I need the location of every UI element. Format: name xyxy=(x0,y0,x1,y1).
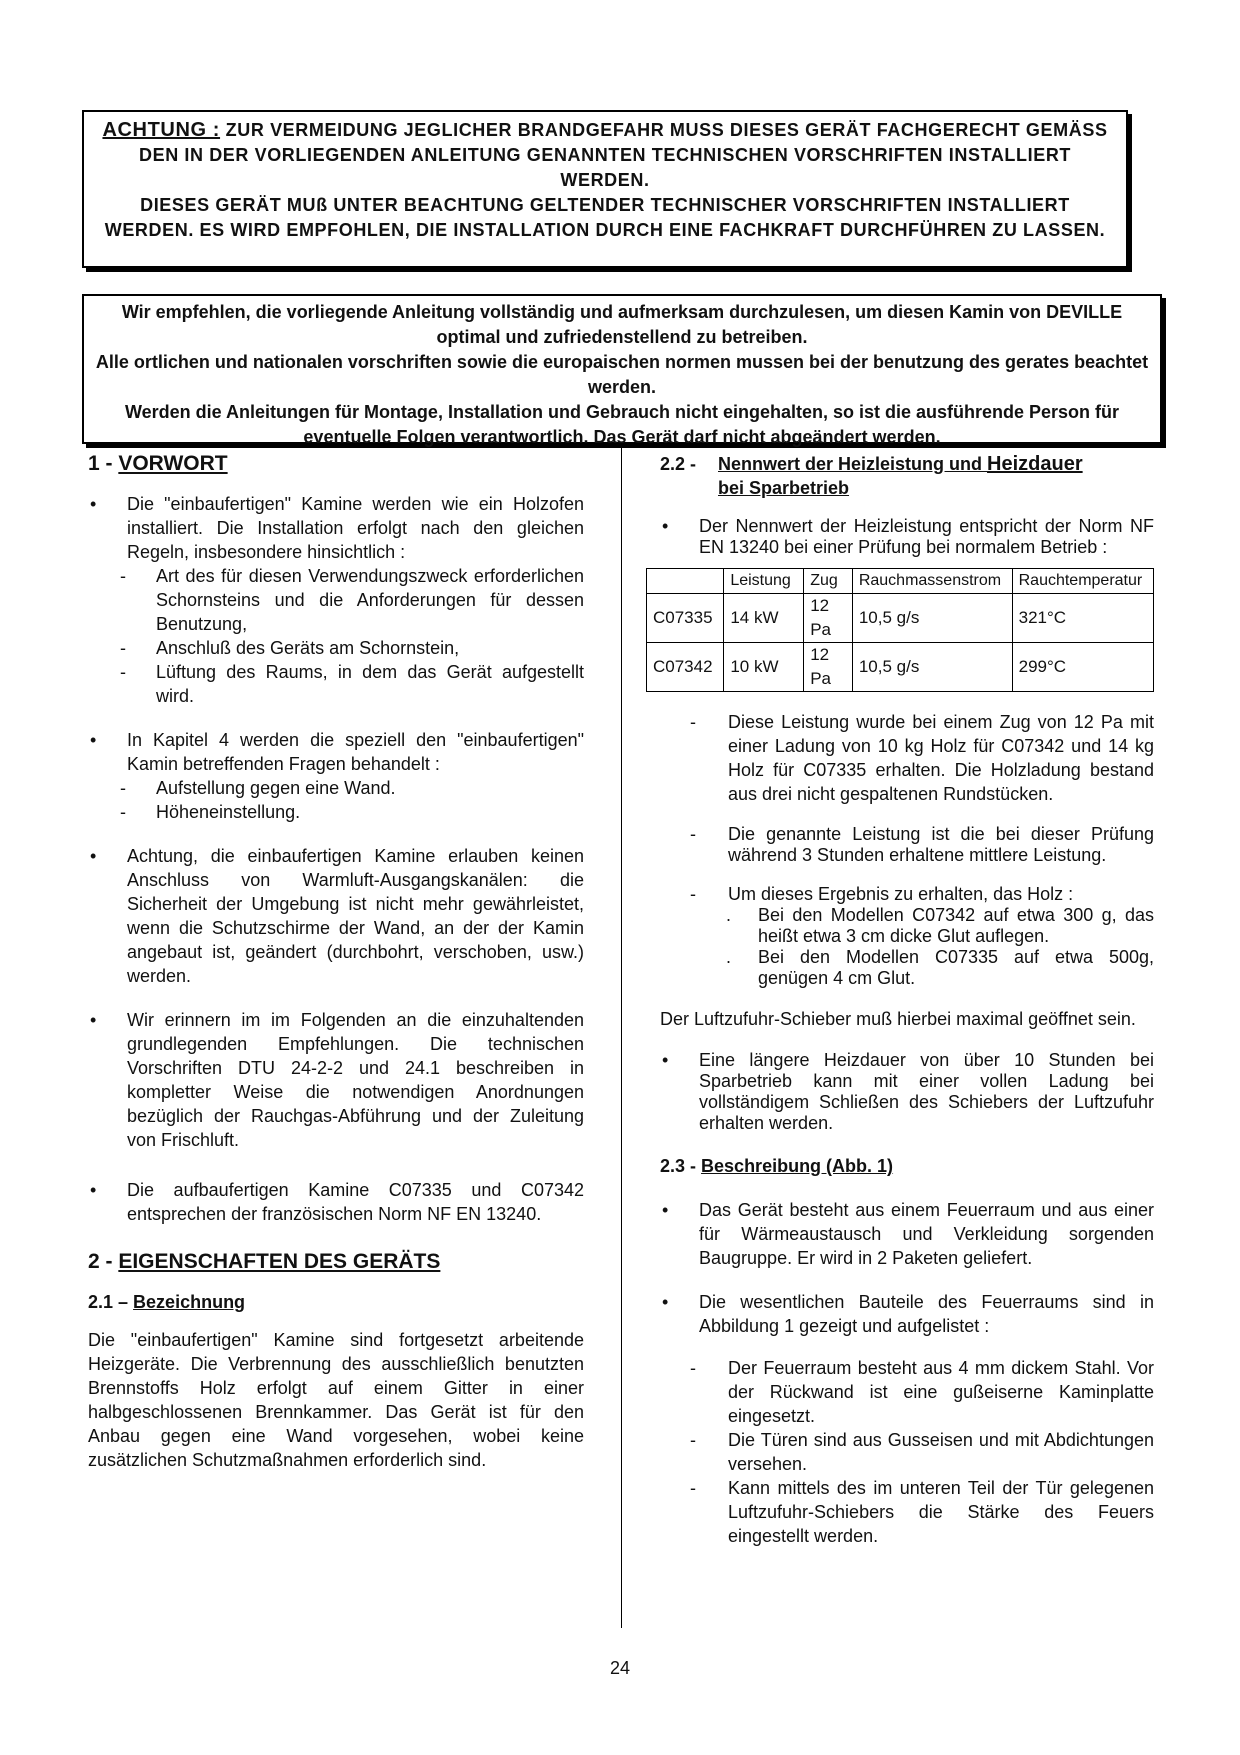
table-cell: C07335 xyxy=(647,594,724,643)
section-number: 2.3 - xyxy=(660,1156,702,1176)
section-title-cont: bei Sparbetrieb xyxy=(718,478,850,498)
table-header: Zug xyxy=(804,569,853,594)
sub-list-item: - Die Türen sind aus Gusseisen und mit Abdichtungen versehen. xyxy=(660,1428,1154,1476)
table-header: Rauchmassenstrom xyxy=(852,569,1012,594)
page-number: 24 xyxy=(609,1658,631,1678)
sub-list-item: - Die genannte Leistung ist die bei dieser Prüfung während 3 Stunden erhaltene mittlere Leistung. xyxy=(660,824,1154,866)
table-cell: 14 kW xyxy=(724,594,804,643)
table-row xyxy=(647,594,1154,643)
sub-sub-list-item: . Bei den Modellen C07342 auf etwa 300 g, das heißt etwa 3 cm dicke Glut auflegen. xyxy=(660,905,1154,947)
sub-list-item: - Lüftung des Raums, in dem das Gerät aufgestellt wird. xyxy=(88,660,584,708)
table-cell: 10,5 g/s xyxy=(852,643,1012,692)
table-header-row xyxy=(647,569,1154,594)
list-item: • Eine längere Heizdauer von über 10 Stunden bei Sparbetrieb kann mit einer vollen Ladung bei vollständigem Schließen des Schiebers der Luftzufuhr erhalten werden. xyxy=(660,1050,1154,1134)
table-cell: 299°C xyxy=(1012,643,1153,692)
right-column xyxy=(653,452,1154,1548)
warning-box xyxy=(82,110,1128,268)
section-number: 2.2 - xyxy=(660,454,697,474)
recommendation-text-1: Wir empfehlen, die vorliegende Anleitung vollständig und aufmerksam durchzulesen, um diesen Kamin von DEVILLE optimal und zufriedenstellend zu betreiben. xyxy=(121,302,1123,347)
sub-list-item: - Diese Leistung wurde bei einem Zug von 12 Pa mit einer Ladung von 10 kg Holz für C07342 und 14 kg Holz für C07335 erhalten. Die Holzladung bestand aus drei nicht gespaltenen Rundstücken. xyxy=(660,710,1154,806)
table-cell: 321°C xyxy=(1012,594,1153,643)
section-number: 2.1 – xyxy=(88,1292,134,1312)
table-row xyxy=(647,643,1154,692)
list-item: • Achtung, die einbaufertigen Kamine erlauben keinen Anschluss von Warmluft-Ausgangskanälen: die Sicherheit der Umgebung ist nicht mehr gewährleistet, wenn die Schutzschirme der Wand, an der der Kamin angebaut ist, geändert (durchbohrt, verschoben, usw.) werden. xyxy=(88,844,584,988)
section-2-2-heading xyxy=(660,452,1154,500)
sub-list-item: - Um dieses Ergebnis zu erhalten, das Holz : xyxy=(660,884,1154,905)
table-header: Rauchtemperatur xyxy=(1012,569,1153,594)
section-number: 2 - xyxy=(88,1250,119,1273)
table-header: Leistung xyxy=(724,569,804,594)
table-cell: C07342 xyxy=(647,643,724,692)
list-item: • Wir erinnern im im Folgenden an die einzuhaltenden grundlegenden Empfehlungen. Die technischen Vorschriften DTU 24-2-2 und 24.1 beschreiben in kompletter Weise die notwendigen Anordnungen bezüglich der Rauchgas-Abführung und der Zuleitung von Frischluft. xyxy=(88,1008,584,1152)
section-1-heading xyxy=(88,450,584,478)
paragraph: Die "einbaufertigen" Kamine sind fortgesetzt arbeitende Heizgeräte. Die Verbrennung des ausschließlich benutzten Brennstoffs Holz erfolgt auf einem Gitter in einer halbgeschlossenen Brennkammer. Das Gerät ist für den Anbau gegen eine Wand vorgesehen, wobei keine zusätzlichen Schutzmaßnahmen erforderlich sind. xyxy=(88,1330,584,1470)
section-title: Nennwert der Heizleistung und xyxy=(718,454,988,474)
section-2-1-heading xyxy=(88,1290,584,1314)
sub-list-item: - Kann mittels des im unteren Teil der Tür gelegenen Luftzufuhr-Schiebers die Stärke des Feuers eingestellt werden. xyxy=(660,1476,1154,1548)
warning-text-2: DIESES GERÄT MUß UNTER BEACHTUNG GELTENDER TECHNISCHER VORSCHRIFTEN INSTALLIERT WERDEN. ES WIRD EMPFOHLEN, DIE INSTALLATION DURCH EINE FACHKRAFT DURCHFÜHREN ZU LASSEN. xyxy=(104,195,1106,240)
paragraph: Der Luftzufuhr-Schieber muß hierbei maximal geöffnet sein. xyxy=(660,1009,1136,1029)
sub-list-item: - Höheneinstellung. xyxy=(88,800,584,824)
recommendation-box xyxy=(82,294,1162,447)
sub-sub-list-item: . Bei den Modellen C07335 auf etwa 500g, genügen 4 cm Glut. xyxy=(660,947,1154,989)
sub-list-item: - Der Feuerraum besteht aus 4 mm dickem Stahl. Vor der Rückwand ist eine gußeiserne Kaminplatte eingesetzt. xyxy=(660,1356,1154,1428)
section-title: EIGENSCHAFTEN DES GERÄTS xyxy=(118,1250,441,1273)
left-column xyxy=(88,450,584,1492)
section-2-heading xyxy=(88,1248,584,1276)
list-item: • Die "einbaufertigen" Kamine werden wie ein Holzofen installiert. Die Installation erfolgt nach den gleichen Regeln, insbesondere hinsichtlich : xyxy=(88,492,584,564)
list-item: • Die aufbaufertigen Kamine C07335 und C07342 entsprechen der französischen Norm NF EN 13240. xyxy=(88,1178,584,1226)
recommendation-text-2: Alle ortlichen und nationalen vorschriften sowie die europaischen normen mussen bei der benutzung des gerates beachtet werden. xyxy=(95,352,1149,397)
performance-table xyxy=(646,568,1154,692)
section-title: VORWORT xyxy=(118,452,228,475)
warning-text-1: ZUR VERMEIDUNG JEGLICHER BRANDGEFAHR MUSS DIESES GERÄT FACHGERECHT GEMÄSS DEN IN DER VORLIEGENDEN ANLEITUNG GENANNTEN TECHNISCHEN VORSCHRIFTEN INSTALLIERT WERDEN. xyxy=(138,120,1108,190)
sub-list-item: - Anschluß des Geräts am Schornstein, xyxy=(88,636,584,660)
recommendation-text-3: Werden die Anleitungen für Montage, Installation und Gebrauch nicht eingehalten, so ist die ausführende Person für eventuelle Folgen verantwortlich. Das Gerät darf nicht abgeändert werden. xyxy=(124,402,1120,447)
warning-title: ACHTUNG : xyxy=(102,119,221,141)
list-item: • In Kapitel 4 werden die speziell den "einbaufertigen" Kamin betreffenden Fragen behandelt : xyxy=(88,728,584,776)
section-title: Beschreibung (Abb. 1) xyxy=(701,1156,894,1176)
table-cell: 12 Pa xyxy=(804,594,853,643)
list-item: • Der Nennwert der Heizleistung entspricht der Norm NF EN 13240 bei einer Prüfung bei normalem Betrieb : xyxy=(660,516,1154,558)
sub-list-item: - Aufstellung gegen eine Wand. xyxy=(88,776,584,800)
section-title-emphasis: Heizdauer xyxy=(987,453,1083,475)
column-divider xyxy=(621,448,622,1628)
section-2-3-heading xyxy=(660,1154,1154,1178)
table-cell: 12 Pa xyxy=(804,643,853,692)
list-item: • Das Gerät besteht aus einem Feuerraum und aus einer für Wärmeaustausch und Verkleidung sorgenden Baugruppe. Er wird in 2 Paketen geliefert. xyxy=(660,1198,1154,1270)
section-number: 1 - xyxy=(88,452,119,475)
section-title: Bezeichnung xyxy=(133,1292,246,1312)
table-cell: 10,5 g/s xyxy=(852,594,1012,643)
table-cell: 10 kW xyxy=(724,643,804,692)
list-item: • Die wesentlichen Bauteile des Feuerraums sind in Abbildung 1 gezeigt und aufgelistet : xyxy=(660,1290,1154,1338)
sub-list-item: - Art des für diesen Verwendungszweck erforderlichen Schornsteins und die Anforderungen für dessen Benutzung, xyxy=(88,564,584,636)
table-header xyxy=(647,569,724,594)
